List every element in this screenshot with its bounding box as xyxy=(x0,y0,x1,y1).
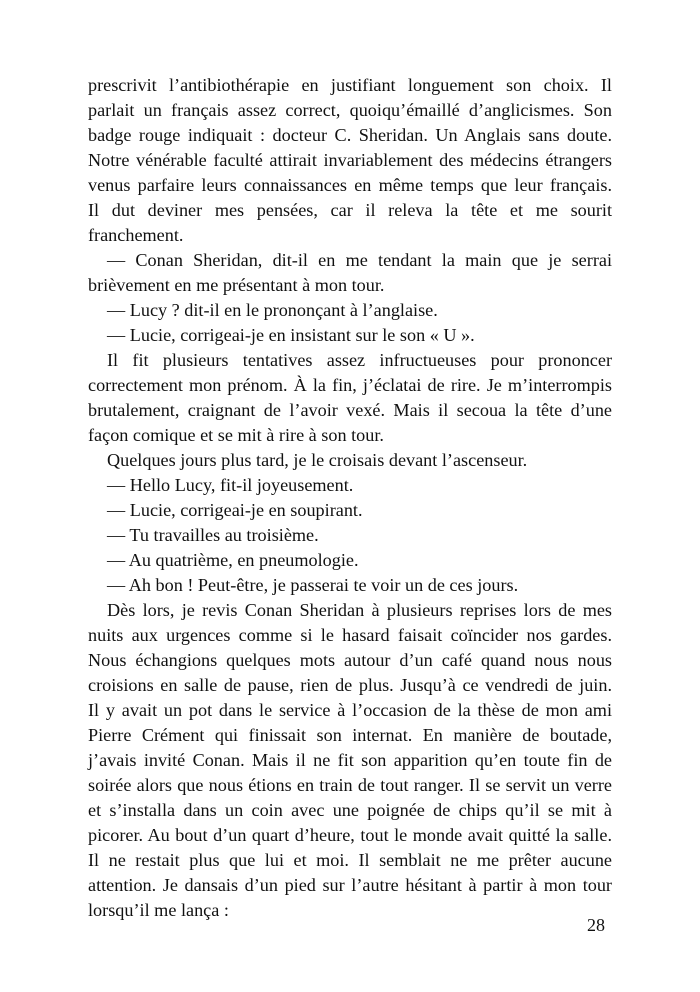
text-line: picorer. Au bout d’un quart d’heure, tout le monde avait quitté la salle. xyxy=(88,825,612,845)
text-line: Il ne restait plus que lui et moi. Il semblait ne me prêter aucune xyxy=(88,850,612,870)
text-line: Pierre Crément qui finissait son internat. En manière de boutade, xyxy=(88,725,612,745)
page-number: 28 xyxy=(587,915,605,935)
text-line: franchement. xyxy=(88,225,184,245)
text-line: brutalement, craignant de l’avoir vexé. Mais il secoua la tête d’une xyxy=(88,400,612,420)
text-line: Il y avait un pot dans le service à l’occasion de la thèse de mon ami xyxy=(88,700,612,720)
text-line: Quelques jours plus tard, je le croisais devant l’ascenseur. xyxy=(107,450,528,470)
text-line: prescrivit l’antibiothérapie en justifiant longuement son choix. Il xyxy=(88,75,612,95)
text-line: brièvement en me présentant à mon tour. xyxy=(88,275,385,295)
text-line: — Conan Sheridan, dit-il en me tendant la main que je serrai xyxy=(107,250,612,270)
text-line: badge rouge indiquait : docteur C. Sheridan. Un Anglais sans doute. xyxy=(88,125,612,145)
text-line: — Hello Lucy, fit-il joyeusement. xyxy=(107,475,354,495)
text-line: Il dut deviner mes pensées, car il releva la tête et me sourit xyxy=(88,200,612,220)
text-line: lorsqu’il me lança : xyxy=(88,900,229,920)
text-line: — Tu travailles au troisième. xyxy=(107,525,319,545)
text-line: Dès lors, je revis Conan Sheridan à plusieurs reprises lors de mes xyxy=(107,600,612,620)
text-line: Notre vénérable faculté attirait invariablement des médecins étrangers xyxy=(88,150,612,170)
text-line: — Lucie, corrigeai-je en soupirant. xyxy=(107,500,363,520)
text-line: attention. Je dansais d’un pied sur l’autre hésitant à partir à mon tour xyxy=(88,875,612,895)
text-line: venus parfaire leurs connaissances en même temps que leur français. xyxy=(88,175,612,195)
text-line: parlait un français assez correct, quoiqu’émaillé d’anglicismes. Son xyxy=(88,100,612,120)
text-line: — Lucy ? dit-il en le prononçant à l’anglaise. xyxy=(107,300,438,320)
text-line: Il fit plusieurs tentatives assez infructueuses pour prononcer xyxy=(107,350,612,370)
text-line: correctement mon prénom. À la fin, j’éclatai de rire. Je m’interrompis xyxy=(88,375,612,395)
text-line: croisions en salle de pause, rien de plus. Jusqu’à ce vendredi de juin. xyxy=(88,675,612,695)
text-line: — Ah bon ! Peut-être, je passerai te voir un de ces jours. xyxy=(107,575,519,595)
text-line: Nous échangions quelques mots autour d’un café quand nous nous xyxy=(88,650,612,670)
text-line: — Lucie, corrigeai-je en insistant sur le son « U ». xyxy=(107,325,475,345)
text-line: nuits aux urgences comme si le hasard faisait coïncider nos gardes. xyxy=(88,625,612,645)
page-body-text xyxy=(88,73,612,923)
text-line: façon comique et se mit à rire à son tour. xyxy=(88,425,384,445)
text-line: — Au quatrième, en pneumologie. xyxy=(107,550,359,570)
text-line: et s’installa dans un coin avec une poignée de chips qu’il se mit à xyxy=(88,800,612,820)
text-line: soirée alors que nous étions en train de tout ranger. Il se servit un verre xyxy=(88,775,612,795)
text-line: j’avais invité Conan. Mais il ne fit son apparition qu’en toute fin de xyxy=(88,750,612,770)
